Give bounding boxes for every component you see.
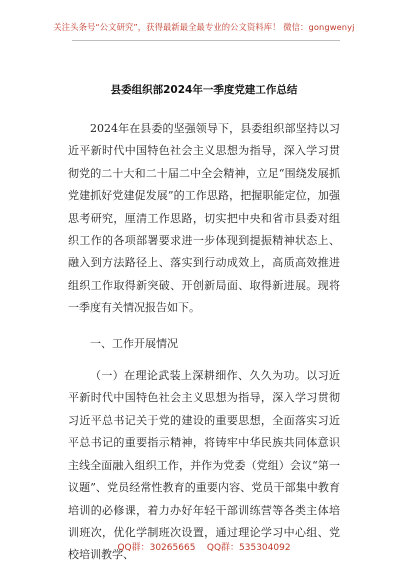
header-divider [72, 40, 340, 41]
footer-contact: QQ群：30265665 QQ群：535304092 [117, 543, 291, 553]
section-heading: 一、工作开展情况 [90, 336, 178, 350]
section-paragraph: （一）在理论武装上深耕细作、久久为功。以习近平新时代中国特色社会主义思想为指导，深入学习贯彻习近平总书记关于党的建设的重要思想，全面落实习近平总书记的重要指示精神，将铸牢中华民族共同体意识主线全面融入组织工作，并作为党委（党组）会议“第一议题”、党员经常性教育的重要内容、党员干部集中教育培训的必修课，着力办好年轻干部训练营等各类主体培训班次，优化学制班次设置，通过理论学习中心组、党校培训教学、 [68, 369, 340, 562]
document-body [68, 118, 340, 567]
document-title: 县委组织部2024年一季度党建工作总结 [110, 84, 298, 96]
intro-paragraph: 2024年在县委的坚强领导下，县委组织部坚持以习近平新时代中国特色社会主义思想为指导，深入学习贯彻党的二十大和二十届二中全会精神，立足“围绕发展抓党建抓好党建促发展”的工作思路，把握职能定位，加强思考研究，厘清工作思路，切实把中央和省市县委对组织工作的各项部署要求进一步体现到提振精神状态上、融入到方法路径上、落实到行动成效上，高质高效推进组织工作取得新突破、开创新局面、取得新进展。现将一季度有关情况报告如下。 [68, 122, 340, 315]
header-banner: 关注头条号“公文研究”，获得最新最全最专业的公文资料库！ 微信：gongwenyj [53, 22, 355, 32]
